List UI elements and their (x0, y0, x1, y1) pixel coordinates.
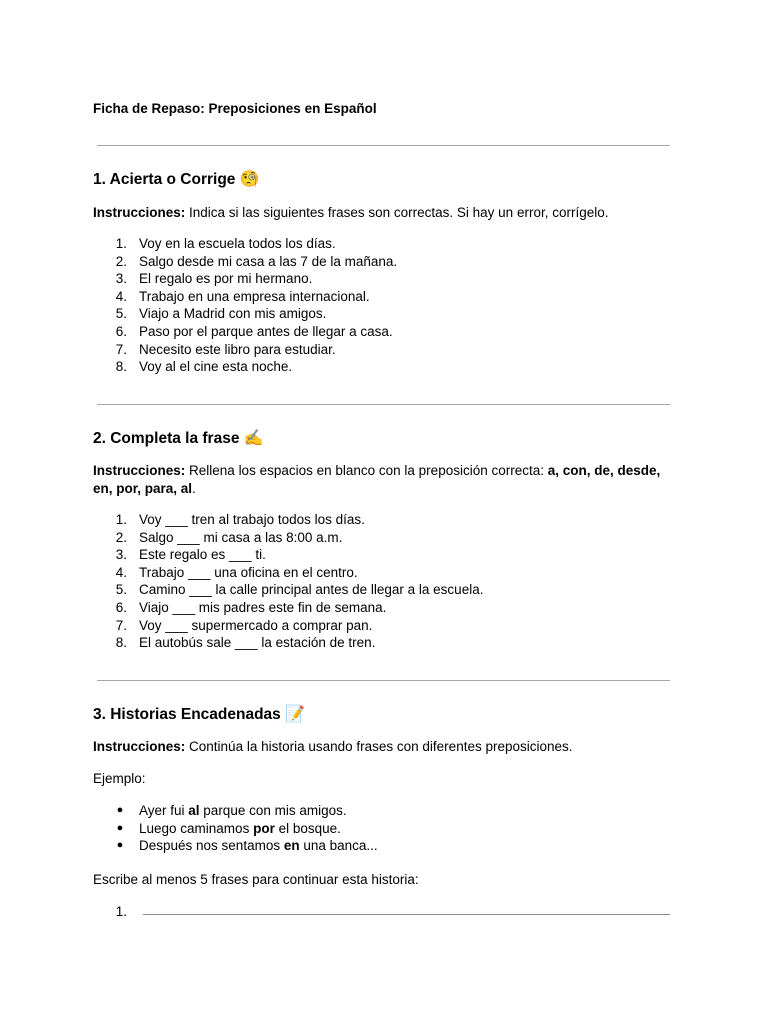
list-item: 1. Voy en la escuela todos los días. (115, 236, 336, 251)
instructions-label: Instrucciones: (93, 205, 186, 220)
memo-icon: 📝 (285, 704, 306, 723)
list-item: ● Después nos sentamos en una banca... (116, 838, 378, 854)
list-item: 4. Trabajo ___ una oficina en el centro. (115, 564, 358, 580)
list-item: 8. Voy al el cine esta noche. (115, 359, 293, 375)
list-item: 3. Este regalo es ___ ti. (115, 547, 266, 563)
list-item: 4. Trabajo en una empresa internacional. (115, 288, 370, 304)
document-title: Ficha de Repaso: Preposiciones en Español (93, 101, 377, 116)
instructions-text: Indica si las siguientes frases son correctas. Si hay un error, corrígelo. (185, 205, 609, 220)
section-1-instructions (93, 204, 670, 222)
section-2-list (93, 511, 483, 652)
section-1-heading (93, 169, 260, 189)
list-item: 1. (115, 904, 127, 919)
divider (97, 404, 670, 405)
list-item: 7. Voy ___ supermercado a comprar pan. (115, 617, 373, 633)
list-item: ● Ayer fui al parque con mis amigos. (116, 803, 347, 818)
list-item: 7. Necesito este libro para estudiar. (115, 341, 336, 357)
answer-line[interactable] (143, 914, 670, 915)
example-label: Ejemplo: (93, 771, 146, 786)
section-3-heading-text: 3. Historias Encadenadas (93, 706, 281, 723)
section-2-heading-text: 2. Completa la frase (93, 430, 240, 447)
divider (97, 145, 670, 146)
section-1-list (93, 235, 397, 376)
list-item: ● Luego caminamos por el bosque. (116, 820, 341, 836)
list-item: 5. Viajo a Madrid con mis amigos. (115, 306, 327, 322)
list-item: 3. El regalo es por mi hermano. (115, 271, 313, 287)
list-item: 6. Paso por el parque antes de llegar a casa. (115, 323, 393, 339)
divider (97, 680, 670, 681)
instructions-text: Continúa la historia usando frases con diferentes preposiciones. (185, 739, 573, 754)
list-item: 1. Voy ___ tren al trabajo todos los días. (115, 512, 365, 527)
list-item: 6. Viajo ___ mis padres este fin de semana. (115, 599, 387, 615)
section-1-heading-text: 1. Acierta o Corrige (93, 171, 236, 188)
writing-hand-icon: ✍️ (243, 428, 264, 447)
monocle-face-icon: 🧐 (239, 169, 260, 188)
answer-list (93, 903, 139, 921)
write-prompt: Escribe al menos 5 frases para continuar esta historia: (93, 872, 419, 887)
section-3-heading (93, 704, 305, 724)
instructions-text: Rellena los espacios en blanco con la preposición correcta: (185, 463, 548, 478)
prepositions-list: a, con, de, desde, en, por, para, al (93, 463, 661, 496)
list-item: 2. Salgo ___ mi casa a las 8:00 a.m. (115, 529, 343, 545)
example-list (93, 802, 378, 855)
list-item: 5. Camino ___ la calle principal antes de llegar a la escuela. (115, 582, 484, 598)
section-2-heading (93, 428, 264, 448)
list-item: 2. Salgo desde mi casa a las 7 de la mañana. (115, 253, 398, 269)
section-2-instructions: Instrucciones: Rellena los espacios en blanco con la preposición correcta: a, con, de, desde, en, por, para, al. (93, 463, 661, 496)
instructions-label: Instrucciones: (93, 463, 186, 478)
instructions-label: Instrucciones: (93, 739, 186, 754)
list-item: 8. El autobús sale ___ la estación de tren. (115, 635, 376, 651)
section-3-instructions (93, 738, 670, 756)
